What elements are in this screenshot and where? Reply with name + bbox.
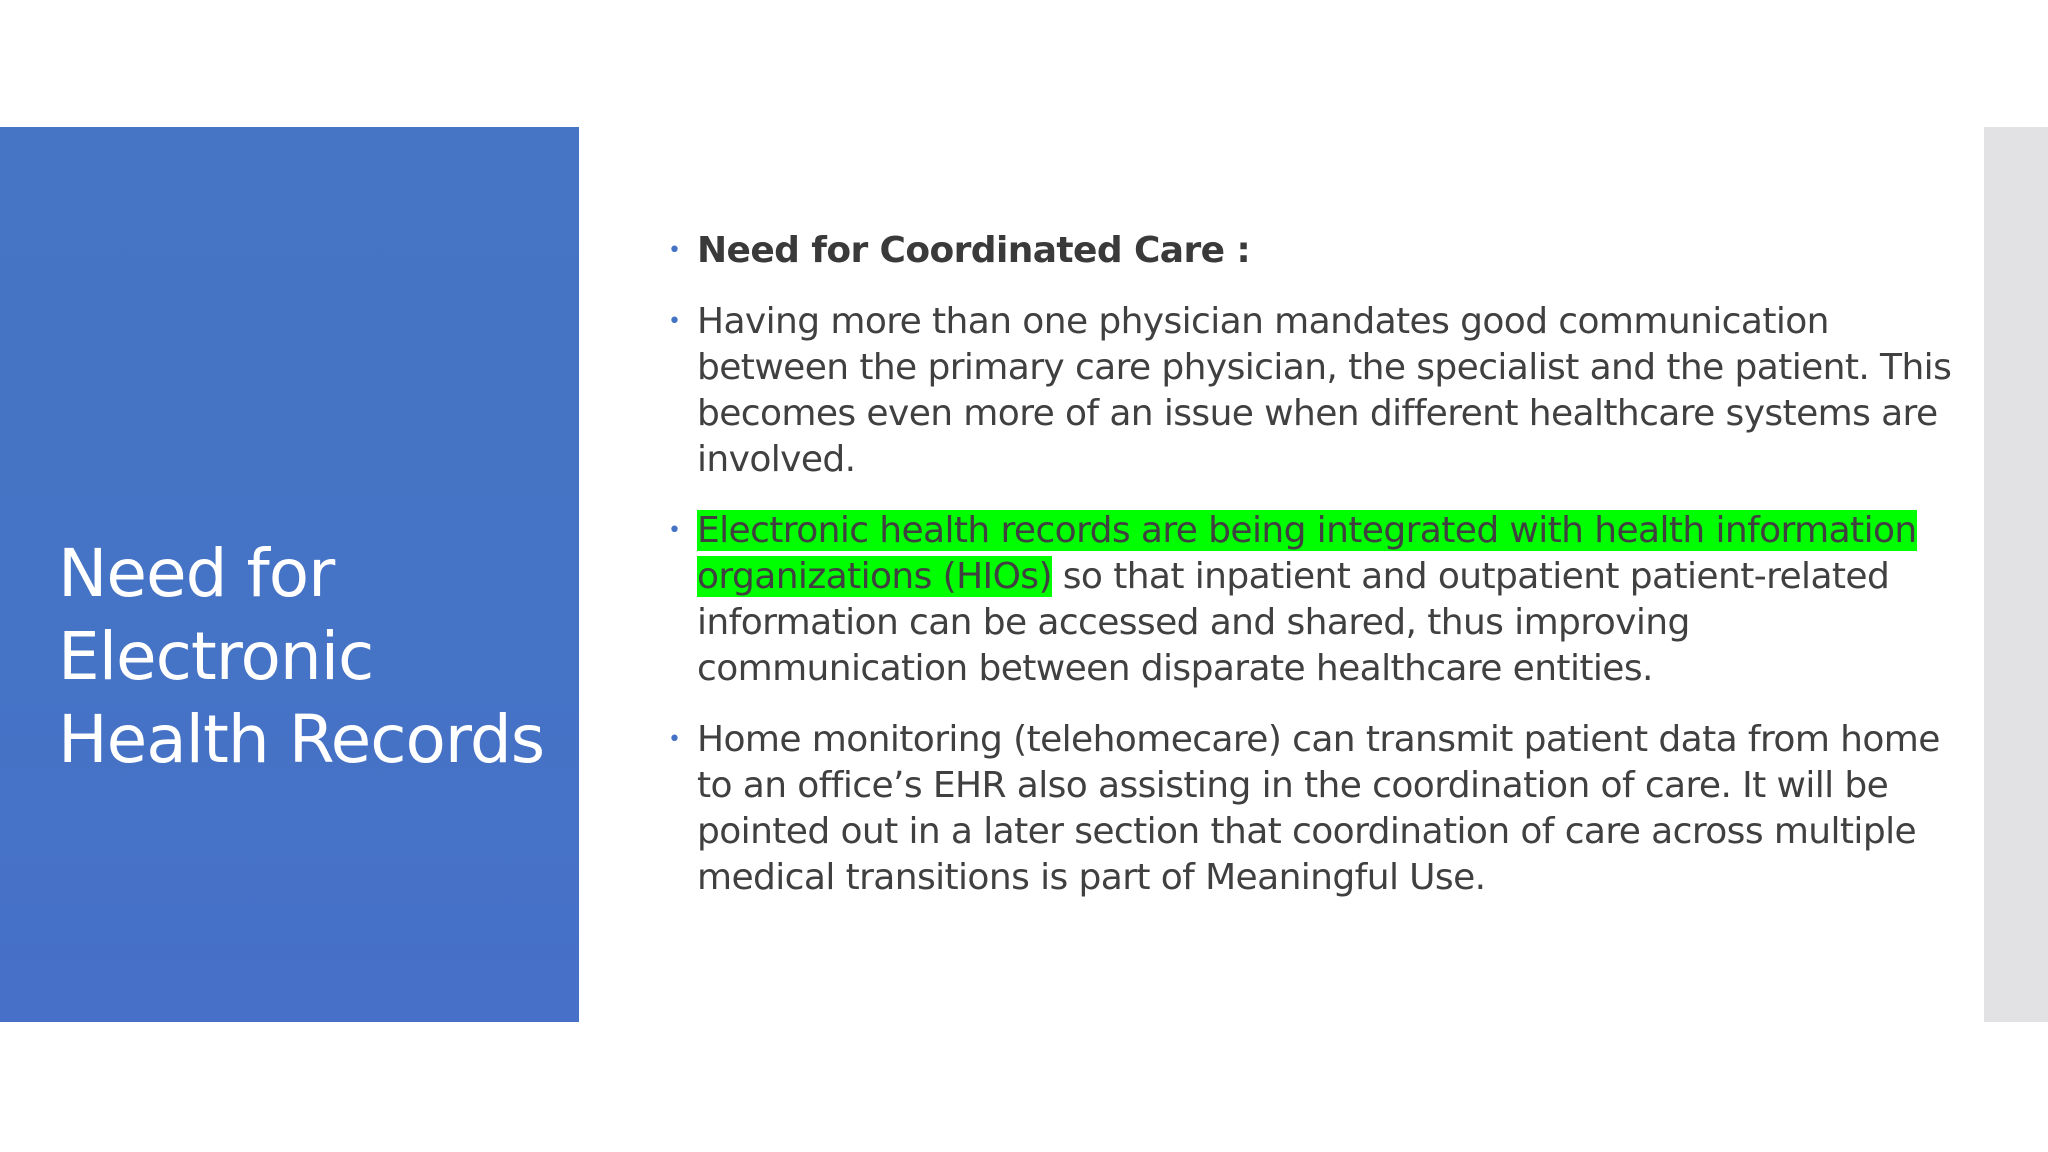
bullet-item xyxy=(660,508,1960,692)
slide-title: Need for Electronic Health Records xyxy=(58,535,545,778)
bullet-icon: • xyxy=(668,518,681,543)
slide-content xyxy=(660,228,1960,926)
bullet-text: Having more than one physician mandates good communication between the primary care physician, the specialist and the patient. This becomes even more of an issue when different healthcare systems are involved. xyxy=(697,301,1952,480)
bullet-item xyxy=(660,299,1960,483)
side-strip xyxy=(1984,127,2048,1022)
title-panel xyxy=(0,127,579,1022)
bullet-text: Home monitoring (telehomecare) can transmit patient data from home to an office’s EHR also assisting in the coordination of care. It will be pointed out in a later section that coordination of care across multiple medical transitions is part of Meaningful Use. xyxy=(697,719,1940,898)
bullet-item xyxy=(660,717,1960,901)
bullet-icon: • xyxy=(668,309,681,334)
bullet-text: so that inpatient and outpatient patient-related information can be accessed and shared, thus improving communication between disparate healthcare entities. xyxy=(697,556,1890,689)
highlighted-text: Electronic health records are being integrated with health information organizations (HIOs) xyxy=(697,510,1917,597)
bullet-icon: • xyxy=(668,727,681,752)
bullet-icon: • xyxy=(668,238,681,263)
bullet-text: Need for Coordinated Care : xyxy=(697,230,1251,271)
bullet-list xyxy=(660,228,1960,901)
bullet-item-heading xyxy=(660,228,1960,274)
